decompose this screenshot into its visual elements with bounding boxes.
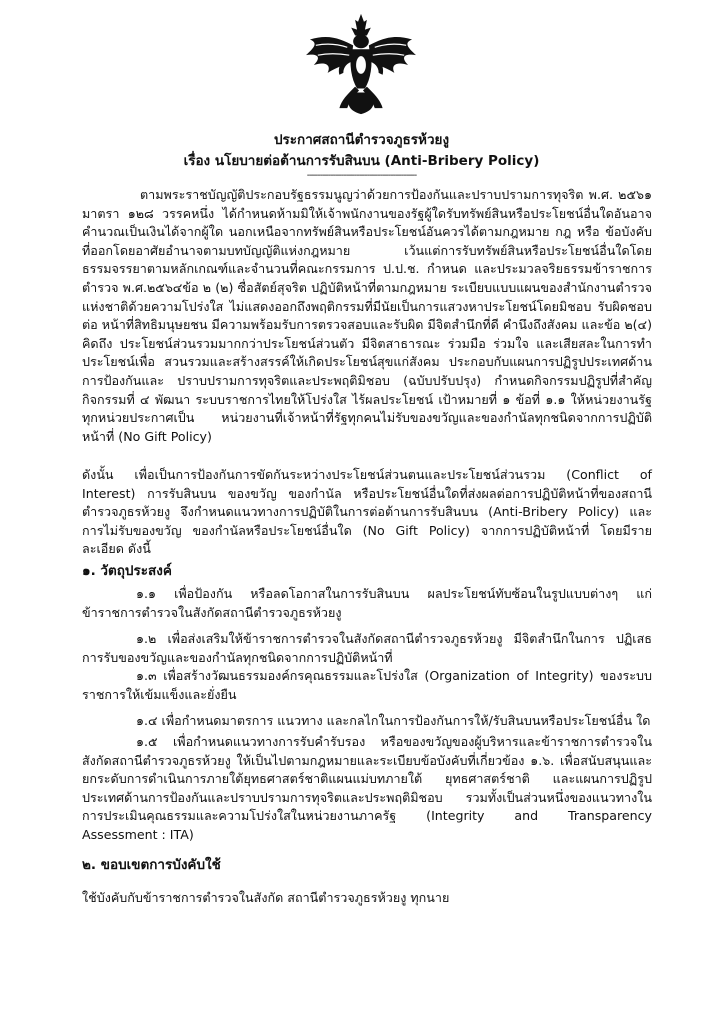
scope-heading: ๒. ขอบเขตการบังคับใช้	[82, 857, 221, 873]
objective-item: ๑.๑ เพื่อป้องกัน หรือลดโอกาสในการรับสินบน ผลประโยชน์ทับซ้อนในรูปแบบต่างๆ แก่ ข้าราชการตำรวจในสังกัดสถานีตำรวจภูธรห้วยงู	[82, 586, 652, 620]
objective-item: ๑.๓ เพื่อสร้างวัฒนธรรมองค์กรคุณธรรมและโปร่งใส (Organization of Integrity) ของระบบราชการให้เข้มแข็งและยั่งยืน	[82, 668, 652, 702]
therefore-paragraph: ดังนั้น เพื่อเป็นการป้องกันการขัดกันระหว่างประโยชน์ส่วนตนและประโยชน์ส่วนรวม (Conflict of Interest) การรับสินบน ของขวัญ ของกำนัล หรือประโยชน์อื่นใดที่ส่งผลต่อการปฏิบัติหน้าที่ของสถานี ตำรวจภูธรห้วยงู จึงกำหนดแนวทางการปฏิบัติในการต่อต้านการรับสินบน (Anti-Bribery Policy) และ การไม่รับของขวัญ ของกำนัลหรือประโยชน์อื่นใด (No Gift Policy) จากการปฏิบัติหน้าที่ โดยมีรายละเอียด ดังนี้	[82, 467, 652, 557]
objective-item: ๑.๕ เพื่อกำหนดแนวทางการรับคำรับรอง หรือของขวัญของผู้บริหารและข้าราชการตำรวจใน สังกัดสถานีตำรวจภูธรห้วยงู ให้เป็นไปตามกฎหมายและระเบียบข้อบังคับที่เกี่ยวข้อง ๑.๖. เพื่อสนับสนุนและยกระดับการดำเนินการภายใต้ยุทธศาสตร์ชาติแผนแม่บทภายใต้ ยุทธศาสตร์ชาติ และแผนการปฏิรูปประเทศด้านการป้องกันและปราบปรามการทุจริตและประพฤติมิชอบ รวมทั้งเป็นส่วนหนึ่งของแนวทางในการประเมินคุณธรรมและความโปร่งใสในหน่วยงานภาครัฐ (Integrity and Transparency Assessment : ITA)	[82, 734, 652, 842]
objectives-heading: ๑. วัตถุประสงค์	[82, 563, 172, 579]
garuda-emblem-icon	[302, 10, 420, 118]
scope-text: ใช้บังคับกับข้าราชการตำรวจในสังกัด สถานีตำรวจภูธรห้วยงู ทุกนาย	[82, 890, 450, 905]
objective-item: ๑.๔ เพื่อกำหนดมาตรการ แนวทาง และกลไกในการป้องกันการให้/รับสินบนหรือประโยชน์อื่น ใด	[136, 713, 651, 728]
document-title: ประกาศสถานีตำรวจภูธรห้วยงู	[273, 132, 450, 148]
document-subject: เรื่อง นโยบายต่อต้านการรับสินบน (Anti-Bribery Policy)	[183, 153, 540, 169]
objective-item: ๑.๒ เพื่อส่งเสริมให้ข้าราชการตำรวจในสังกัดสถานีตำรวจภูธรห้วยงู มีจิตสำนึกในการ ปฏิเสธ การรับของขวัญและของกำนัลทุกชนิดจากการปฏิบัติหน้าที่	[82, 631, 652, 665]
intro-paragraph: ตามพระราชบัญญัติประกอบรัฐธรรมนูญว่าด้วยการป้องกันและปราบปรามการทุจริต พ.ศ. ๒๕๖๑ มาตรา ๑๒๘ วรรคหนึ่ง ได้กำหนดห้ามมิให้เจ้าพนักงานของรัฐผู้ใดรับทรัพย์สินหรือประโยชน์อื่นใดอันอาจคำนวณเป็นเงินได้จากผู้ใด นอกเหนือจากทรัพย์สินหรือประโยชน์อันควรได้ตามกฎหมาย กฎ หรือ ข้อบังคับที่ออกโดยอาศัยอำนาจตามบทบัญญัติแห่งกฎหมาย เว้นแต่การรับทรัพย์สินหรือประโยชน์อื่นใดโดย ธรรมจรรยาตามหลักเกณฑ์และจำนวนที่คณะกรรมการ ป.ป.ช. กำหนด และประมวลจริยธรรมข้าราชการ ตำรวจ พ.ศ.๒๕๖๔ข้อ ๒ (๒) ซื่อสัตย์สุจริต ปฏิบัติหน้าที่ตามกฎหมาย ระเบียบแบบแผนของสำนักงานตำรวจ แห่งชาติด้วยความโปร่งใส ไม่แสดงออกถึงพฤติกรรมที่มีนัยเป็นการแสวงหาประโยชน์โดยมิชอบ รับผิดชอบต่อ หน้าที่สิทธิมนุษยชน มีความพร้อมรับการตรวจสอบและรับผิด มีจิตสำนึกที่ดี คำนึงถึงสังคม และข้อ ๒(๔) คิดถึง ประโยชน์ส่วนรวมมากกว่าประโยชน์ส่วนตัว มีจิตสาธารณะ ร่วมมือ ร่วมใจ และเสียสละในการทำประโยชน์เพื่อ สวนรวมและสร้างสรรค์ให้เกิดประโยชน์สุขแก่สังคม ประกอบกับแผนการปฏิรูปประเทศด้านการป้องกันและ ปราบปรามการทุจริตและประพฤติมิชอบ (ฉบับปรับปรุง) กำหนดกิจกรรมปฏิรูปที่สำคัญ กิจกรรมที่ ๔ พัฒนา ระบบราชการไทยให้โปร่งใส ไร้ผลประโยชน์ เป้าหมายที่ ๑ ข้อที่ ๑.๑ ให้หน่วยงานรัฐทุกหน่วยประกาศเป็น หน่วยงานที่เจ้าหน้าที่รัฐทุกคนไม่รับของขวัญและของกำนัลทุกชนิดจากการปฏิบัติหน้าที่ (No Gift Policy)	[82, 187, 652, 444]
separator-line: ------------------------------------------	[306, 170, 417, 181]
